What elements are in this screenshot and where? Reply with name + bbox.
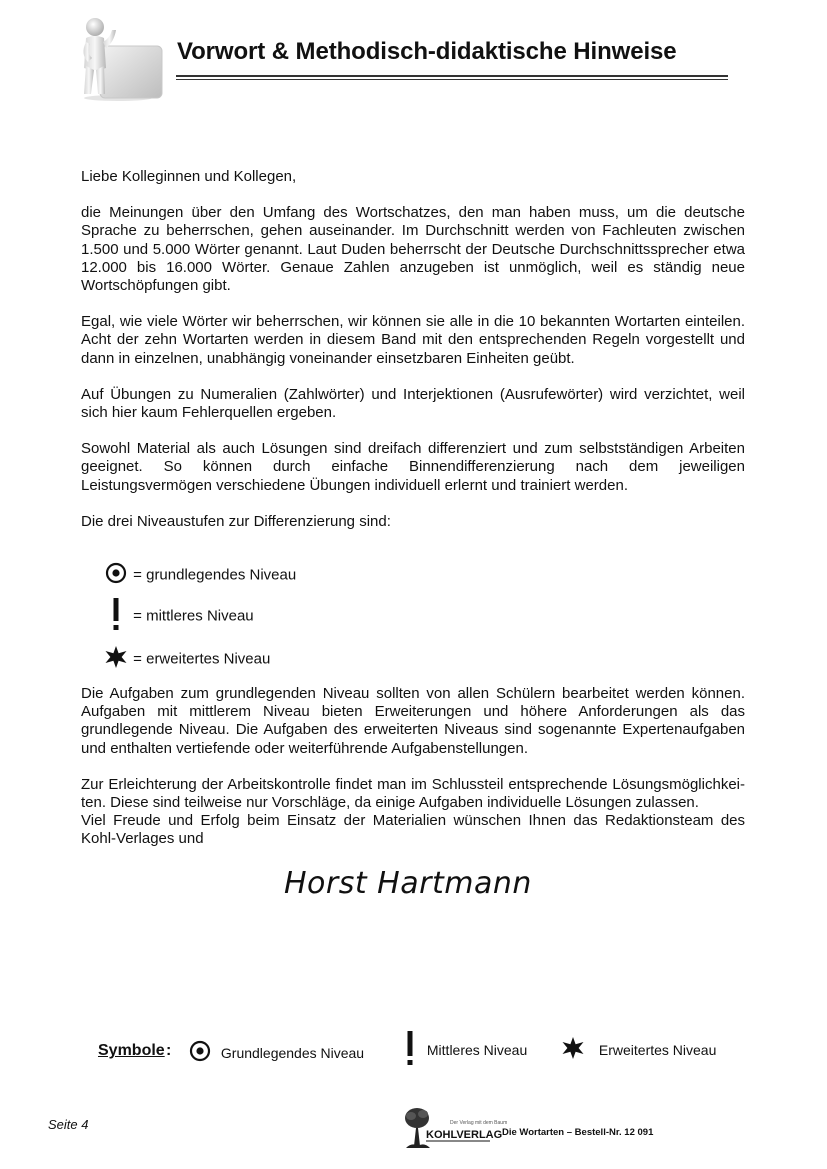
level-basic: [103, 562, 296, 588]
paragraph-solutions: Zur Erleichterung der Arbeitskontrolle findet man im Schlussteil entsprechende Lösungsmöglichkei-ten. Diese sind teilweise nur Vorschläge, da einige Aufgaben individuelle Lösungen zulassen.: [81, 775, 745, 812]
symbol-legend: [98, 1030, 738, 1070]
paragraph-closing: Viel Freude und Erfolg beim Einsatz der Materialien wünschen Ihnen das Redaktionsteam des Kohl-Verlages und: [81, 812, 745, 848]
level-medium-label: = mittleres Niveau: [133, 607, 254, 625]
level-extended: [103, 645, 270, 673]
levels-intro: Die drei Niveaustufen zur Differenzierung sind:: [81, 512, 391, 530]
book-reference: Die Wortarten – Bestell-Nr. 12 091: [502, 1127, 654, 1138]
title-rule-thick: [176, 75, 728, 77]
legend-heading: Symbole: [98, 1042, 165, 1059]
exclamation-icon: [403, 1030, 417, 1069]
svg-text:KOHLVERLAG: KOHLVERLAG: [426, 1129, 503, 1141]
body-text: [81, 168, 745, 531]
target-circle-icon: [189, 1040, 211, 1065]
paragraph-1: die Meinungen über den Umfang des Wortschatzes, den man haben muss, um die deutsche Sprache zu beherrschen, gehen auseinander. Im Durchschnitt werden von Fachleuten zwischen 1.500 und 5.000 Wörter genannt. Laut Duden beherrscht der Deutsche Durchschnittssprecher etwa 12.000 bis 16.000 Wörter. Genaue Zahlen anzugeben ist unmöglich, weil es ständig neue Wortschöpfungen gibt.: [81, 204, 745, 295]
paragraph-4: Sowohl Material als auch Lösungen sind dreifach differenziert und zum selbstständigen Arbeiten geeignet. So können durch einfache Binnendifferenzierung nach dem jeweiligen Leistungsvermögen verschiedene Übungen individuell erlernt und trainiert werden.: [81, 440, 745, 494]
level-basic-label: = grundlegendes Niveau: [133, 566, 297, 584]
legend-item-extended: [561, 1036, 716, 1063]
legend-item-basic-label: Grundlegendes Niveau: [220, 1044, 365, 1061]
header-figure-illustration: [76, 16, 166, 102]
legend-colon: :: [166, 1042, 172, 1059]
target-circle-icon: [103, 562, 129, 588]
legend-item-medium: [403, 1030, 527, 1069]
publisher-logo: [404, 1104, 508, 1150]
legend-item-medium-label: Mittleres Niveau: [426, 1041, 528, 1058]
paragraph-3: Auf Übungen zu Numeralien (Zahlwörter) und Interjektionen (Ausrufewörter) wird verzichtet, weil sich hier kaum Fehlerquellen ergeben.: [81, 385, 745, 422]
paragraph-levels-description: Die Aufgaben zum grundlegenden Niveau sollten von allen Schülern bearbeitet werden können. Aufgaben mit mittlerem Niveau bieten Erweiterungen und höhere Anforderungen als das grundlegende Niveau. Die Aufgaben des erweiterten Niveaus sind sogenannte Expertenaufgaben und enthalten vertiefende oder weiterführende Aufgabenstellungen.: [81, 685, 745, 757]
star-icon: [561, 1036, 585, 1063]
greeting: Liebe Kolleginnen und Kollegen,: [81, 168, 297, 185]
level-medium: [103, 597, 254, 635]
title-rule-thin: [176, 79, 728, 80]
page-number: Seite 4: [48, 1117, 89, 1132]
signature: Horst Hartmann: [284, 866, 532, 901]
exclamation-icon: [103, 597, 129, 635]
page-title: Vorwort & Methodisch-didaktische Hinweise: [177, 38, 677, 65]
legend-item-extended-label: Erweitertes Niveau: [598, 1041, 717, 1058]
legend-item-basic: [189, 1040, 364, 1065]
level-extended-label: = erweitertes Niveau: [133, 650, 271, 668]
body-text-continued: [81, 685, 745, 849]
paragraph-2: Egal, wie viele Wörter wir beherrschen, wir können sie alle in die 10 bekannten Wortarten einteilen. Acht der zehn Wortarten werden in diesem Band mit den entsprechenden Regeln vorgestellt und dann in einzelnen, unabhängig voneinander einsetzbaren Einheiten geübt.: [81, 313, 745, 367]
svg-text:Der Verlag mit dem Baum: Der Verlag mit dem Baum: [450, 1120, 508, 1126]
star-icon: [103, 645, 129, 673]
